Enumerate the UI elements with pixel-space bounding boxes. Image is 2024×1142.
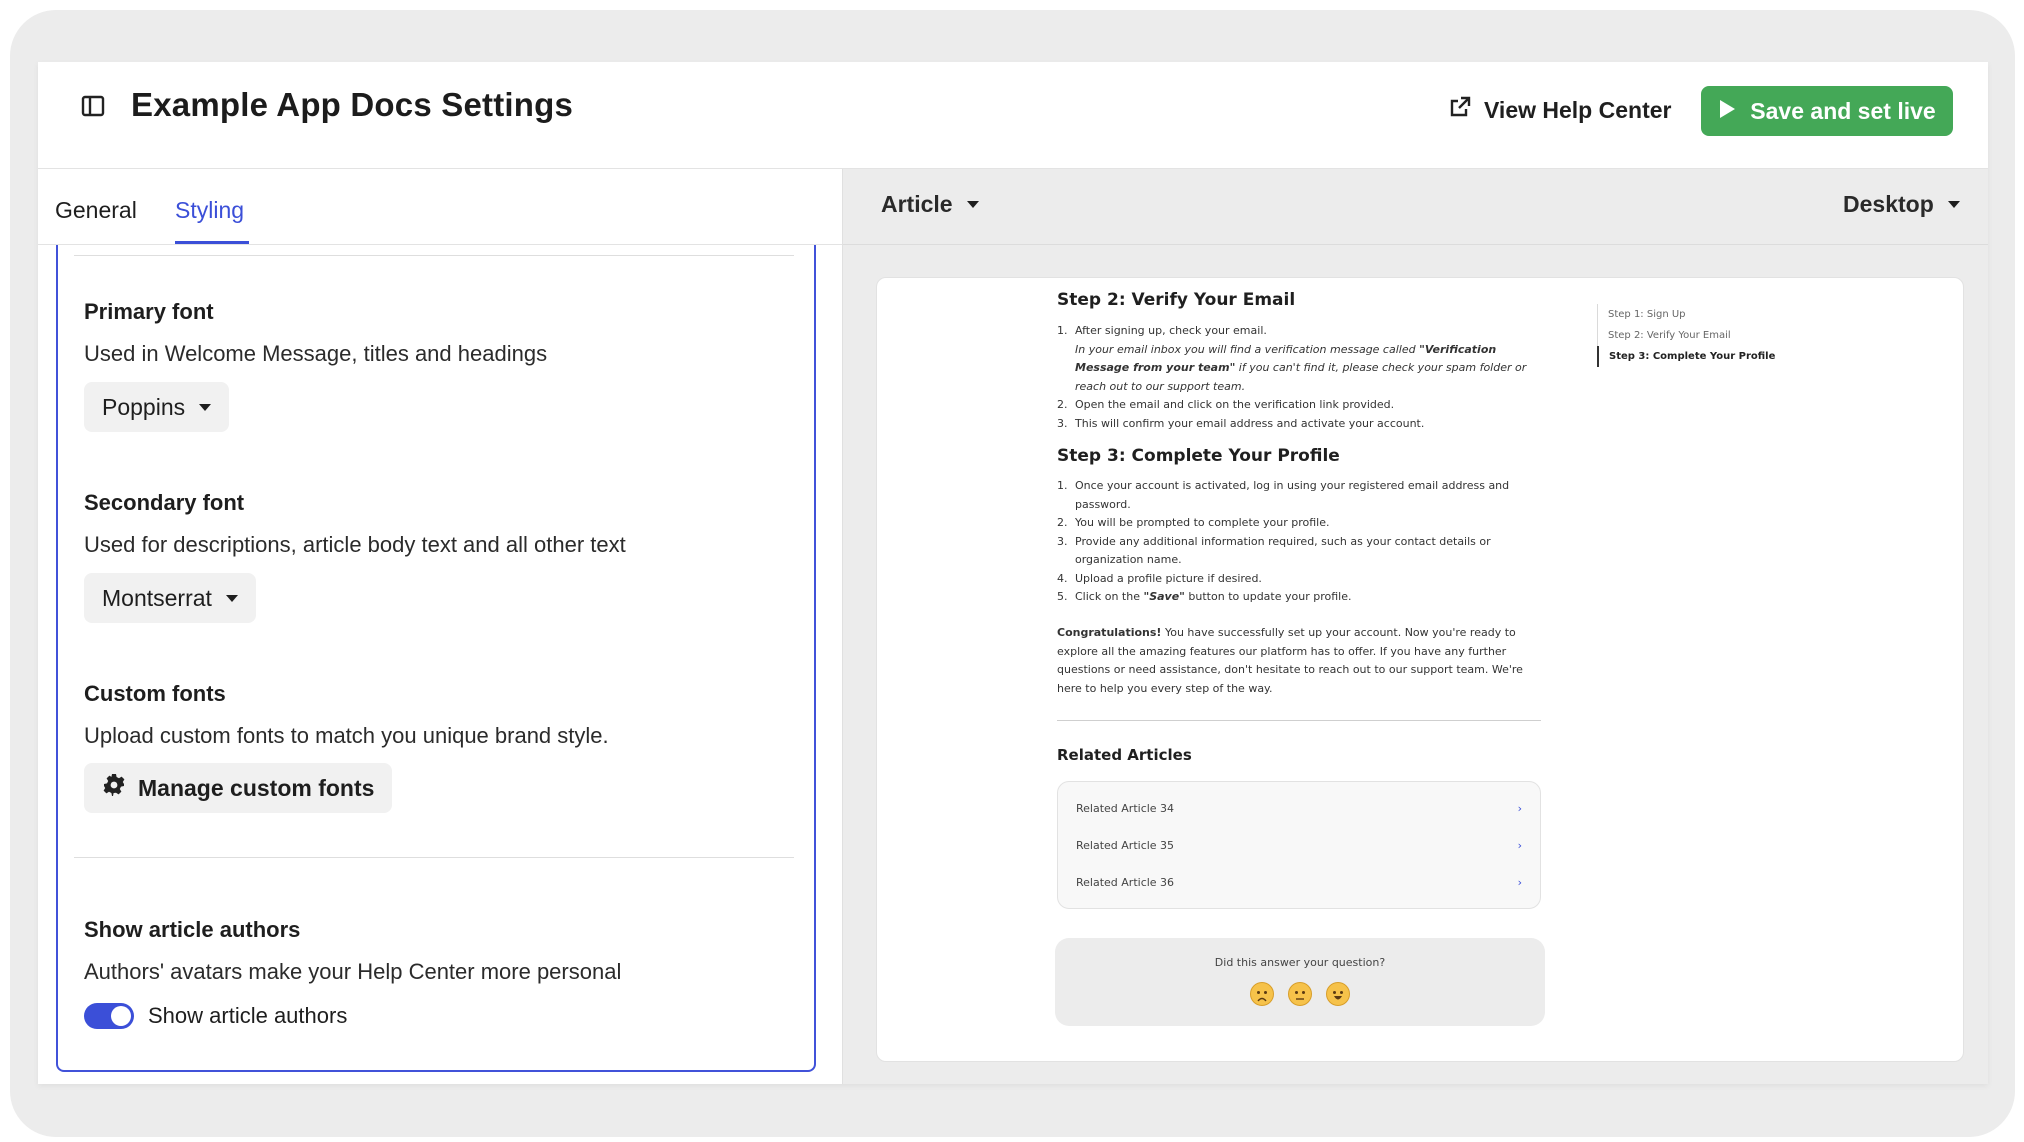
related-articles-heading: Related Articles bbox=[1057, 746, 1192, 764]
settings-tabs bbox=[38, 169, 842, 245]
divider bbox=[74, 255, 794, 256]
related-articles-list bbox=[1057, 781, 1541, 909]
page-type-select[interactable] bbox=[881, 191, 979, 218]
primary-font-select[interactable] bbox=[84, 382, 229, 432]
article-preview bbox=[876, 277, 1964, 1062]
caret-down-icon bbox=[199, 404, 211, 411]
tab-styling[interactable]: Styling bbox=[175, 197, 245, 223]
caret-down-icon bbox=[1948, 201, 1960, 208]
show-authors-row bbox=[84, 1003, 347, 1029]
settings-window bbox=[38, 62, 1988, 1084]
feedback-box bbox=[1055, 938, 1545, 1026]
custom-fonts-description: Upload custom fonts to match you unique brand style. bbox=[84, 723, 609, 748]
related-article-link[interactable]: Related Article 34 › bbox=[1076, 802, 1522, 815]
external-link-icon bbox=[1448, 95, 1472, 125]
step3-heading: Step 3: Complete Your Profile bbox=[1057, 446, 1340, 466]
step2-heading: Step 2: Verify Your Email bbox=[1057, 290, 1296, 310]
list-item: 1. Once your account is activated, log in using your registered email address and password. bbox=[1057, 479, 1510, 511]
show-authors-title: Show article authors bbox=[84, 917, 301, 942]
list-item: 2. You will be prompted to complete your profile. bbox=[1057, 516, 1330, 529]
manage-custom-fonts-button[interactable] bbox=[84, 763, 392, 813]
secondary-font-select[interactable] bbox=[84, 573, 256, 623]
feedback-question: Did this answer your question? bbox=[1214, 956, 1386, 969]
list-item: 1. After signing up, check your email. bbox=[1057, 324, 1267, 337]
toc-item-active[interactable]: Step 3: Complete Your Profile bbox=[1597, 346, 1775, 367]
disappointed-face-icon[interactable] bbox=[1250, 982, 1274, 1006]
divider bbox=[1057, 720, 1541, 721]
top-bar bbox=[38, 62, 1988, 169]
toc-item[interactable]: Step 1: Sign Up bbox=[1597, 304, 1775, 325]
smiling-face-icon[interactable] bbox=[1326, 982, 1350, 1006]
feedback-reactions bbox=[1055, 982, 1545, 1006]
step2-note: In your email inbox you will find a verification message called "Verification Message from your team" if you can't find it, please check your spam folder or reach out to our support team. bbox=[1075, 342, 1527, 393]
congrats-paragraph: Congratulations! You have successfully set up your account. Now you're ready to explore all the amazing features our platform has to offer. If you have any further questions or need assistance, don't hesitate to reach out to our support team. We're here to help you every step of the way. bbox=[1057, 626, 1523, 695]
list-item: 2. Open the email and click on the verification link provided. bbox=[1057, 398, 1395, 411]
list-item: 4. Upload a profile picture if desired. bbox=[1057, 571, 1262, 585]
page-title: Example App Docs Settings bbox=[131, 86, 574, 123]
caret-down-icon bbox=[226, 595, 238, 602]
neutral-face-icon[interactable] bbox=[1288, 982, 1312, 1006]
settings-panel bbox=[38, 169, 842, 1084]
chevron-right-icon: › bbox=[1517, 839, 1522, 852]
preview-panel bbox=[842, 169, 1988, 1084]
view-help-center-label: View Help Center bbox=[1484, 96, 1672, 123]
list-item: 5. Click on the "Save" button to update your profile. bbox=[1057, 590, 1352, 603]
show-authors-toggle[interactable] bbox=[84, 1003, 134, 1029]
primary-font-description: Used in Welcome Message, titles and headings bbox=[84, 341, 548, 366]
list-item: 3. Provide any additional information required, such as your contact details or organization name. bbox=[1057, 534, 1491, 566]
styling-settings-box bbox=[56, 245, 816, 1072]
page-type-value: Article bbox=[881, 191, 953, 217]
primary-font-value: Poppins bbox=[102, 393, 186, 420]
active-tab-indicator bbox=[175, 241, 249, 244]
sidebar-toggle-icon[interactable] bbox=[80, 93, 106, 119]
table-of-contents bbox=[1597, 304, 1775, 367]
save-button-label: Save and set live bbox=[1750, 97, 1936, 124]
related-article-link[interactable]: Related Article 35 › bbox=[1076, 839, 1522, 852]
chevron-right-icon: › bbox=[1517, 802, 1522, 815]
primary-font-title: Primary font bbox=[84, 299, 214, 324]
preview-toolbar bbox=[843, 169, 1988, 245]
device-value: Desktop bbox=[1843, 191, 1934, 217]
view-help-center-link[interactable] bbox=[1448, 95, 1671, 125]
toc-item[interactable]: Step 2: Verify Your Email bbox=[1597, 325, 1775, 346]
tab-general[interactable]: General bbox=[55, 197, 137, 223]
chevron-right-icon: › bbox=[1517, 876, 1522, 889]
show-authors-toggle-label: Show article authors bbox=[148, 1003, 348, 1028]
step3-list bbox=[1057, 477, 1542, 607]
custom-fonts-title: Custom fonts bbox=[84, 681, 226, 706]
play-icon bbox=[1718, 98, 1736, 125]
step2-list bbox=[1057, 322, 1542, 433]
caret-down-icon bbox=[967, 201, 979, 208]
show-authors-description: Authors' avatars make your Help Center more personal bbox=[84, 959, 622, 984]
list-item: 3. This will confirm your email address and activate your account. bbox=[1057, 416, 1425, 430]
device-select[interactable] bbox=[1843, 191, 1960, 218]
manage-custom-fonts-label: Manage custom fonts bbox=[138, 774, 375, 801]
related-article-link[interactable]: Related Article 36 › bbox=[1076, 876, 1522, 889]
secondary-font-description: Used for descriptions, article body text and all other text bbox=[84, 532, 626, 557]
secondary-font-value: Montserrat bbox=[102, 584, 212, 611]
save-and-set-live-button[interactable] bbox=[1701, 86, 1953, 136]
secondary-font-title: Secondary font bbox=[84, 490, 245, 515]
divider bbox=[74, 857, 794, 858]
gear-icon bbox=[102, 773, 126, 803]
